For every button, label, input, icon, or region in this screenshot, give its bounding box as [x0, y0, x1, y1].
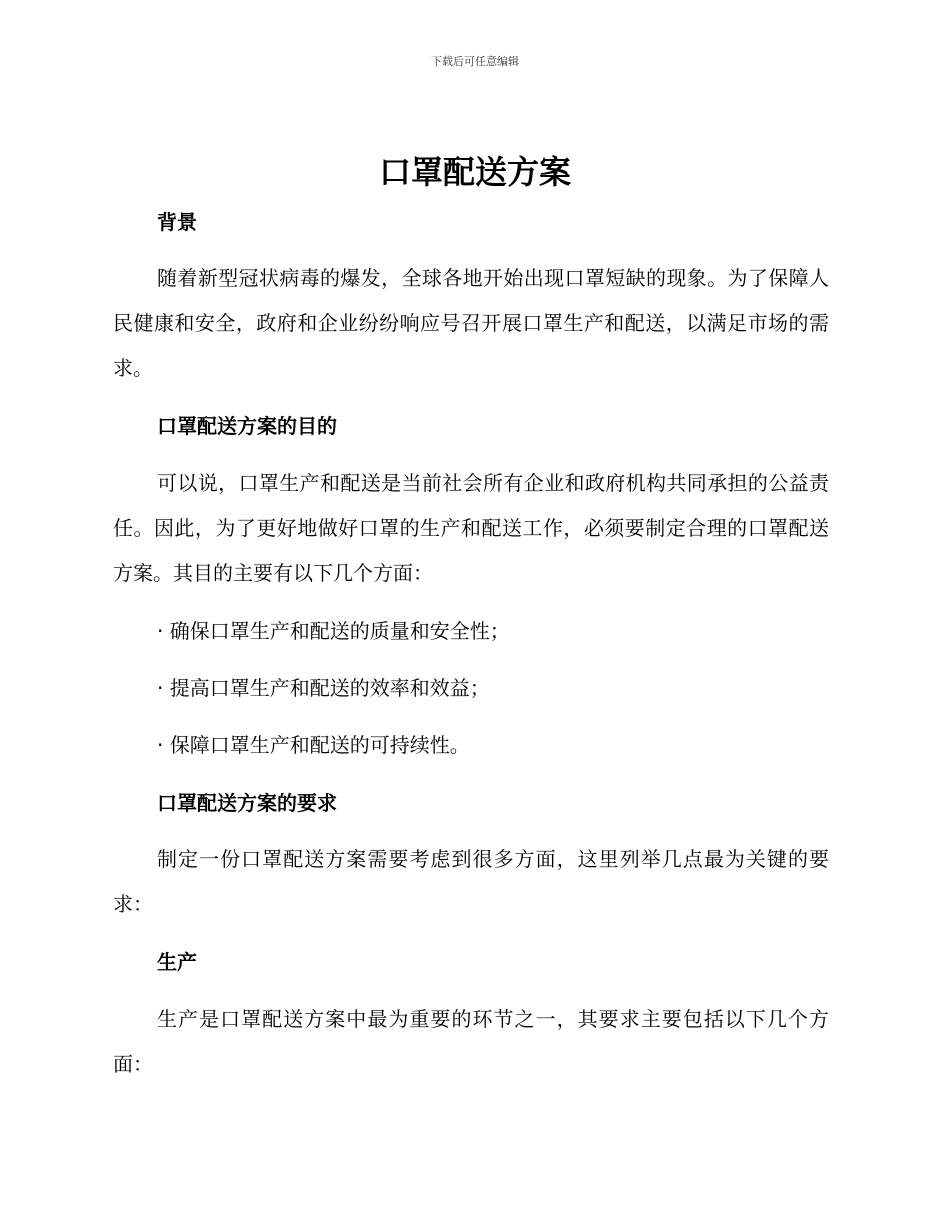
document-title: 口罩配送方案 [378, 153, 571, 191]
bullet-item-2: · 提高口罩生产和配送的效率和效益； [157, 676, 490, 700]
section-heading-purpose: 口罩配送方案的目的 [157, 414, 337, 438]
paragraph-requirements: 制定一份口罩配送方案需要考虑到很多方面，这里列举几点最为关键的要求： [113, 847, 829, 916]
section-heading-background: 背景 [157, 210, 197, 234]
paragraph-production: 生产是口罩配送方案中最为重要的环节之一，其要求主要包括以下几个方面： [113, 1007, 829, 1076]
bullet-item-3: · 保障口罩生产和配送的可持续性。 [157, 733, 470, 757]
section-heading-requirements: 口罩配送方案的要求 [157, 791, 337, 815]
paragraph-purpose: 可以说，口罩生产和配送是当前社会所有企业和政府机构共同承担的公益责任。因此，为了更好地做好口罩的生产和配送工作，必须要制定合理的口罩配送方案。其目的主要有以下几个方面： [113, 471, 829, 585]
section-heading-production: 生产 [157, 950, 197, 974]
header-note: 下载后可任意编辑 [431, 55, 519, 68]
bullet-item-1: · 确保口罩生产和配送的质量和安全性； [157, 619, 510, 643]
paragraph-background: 随着新型冠状病毒的爆发，全球各地开始出现口罩短缺的现象。为了保障人民健康和安全，政府和企业纷纷响应号召开展口罩生产和配送，以满足市场的需求。 [113, 266, 829, 380]
